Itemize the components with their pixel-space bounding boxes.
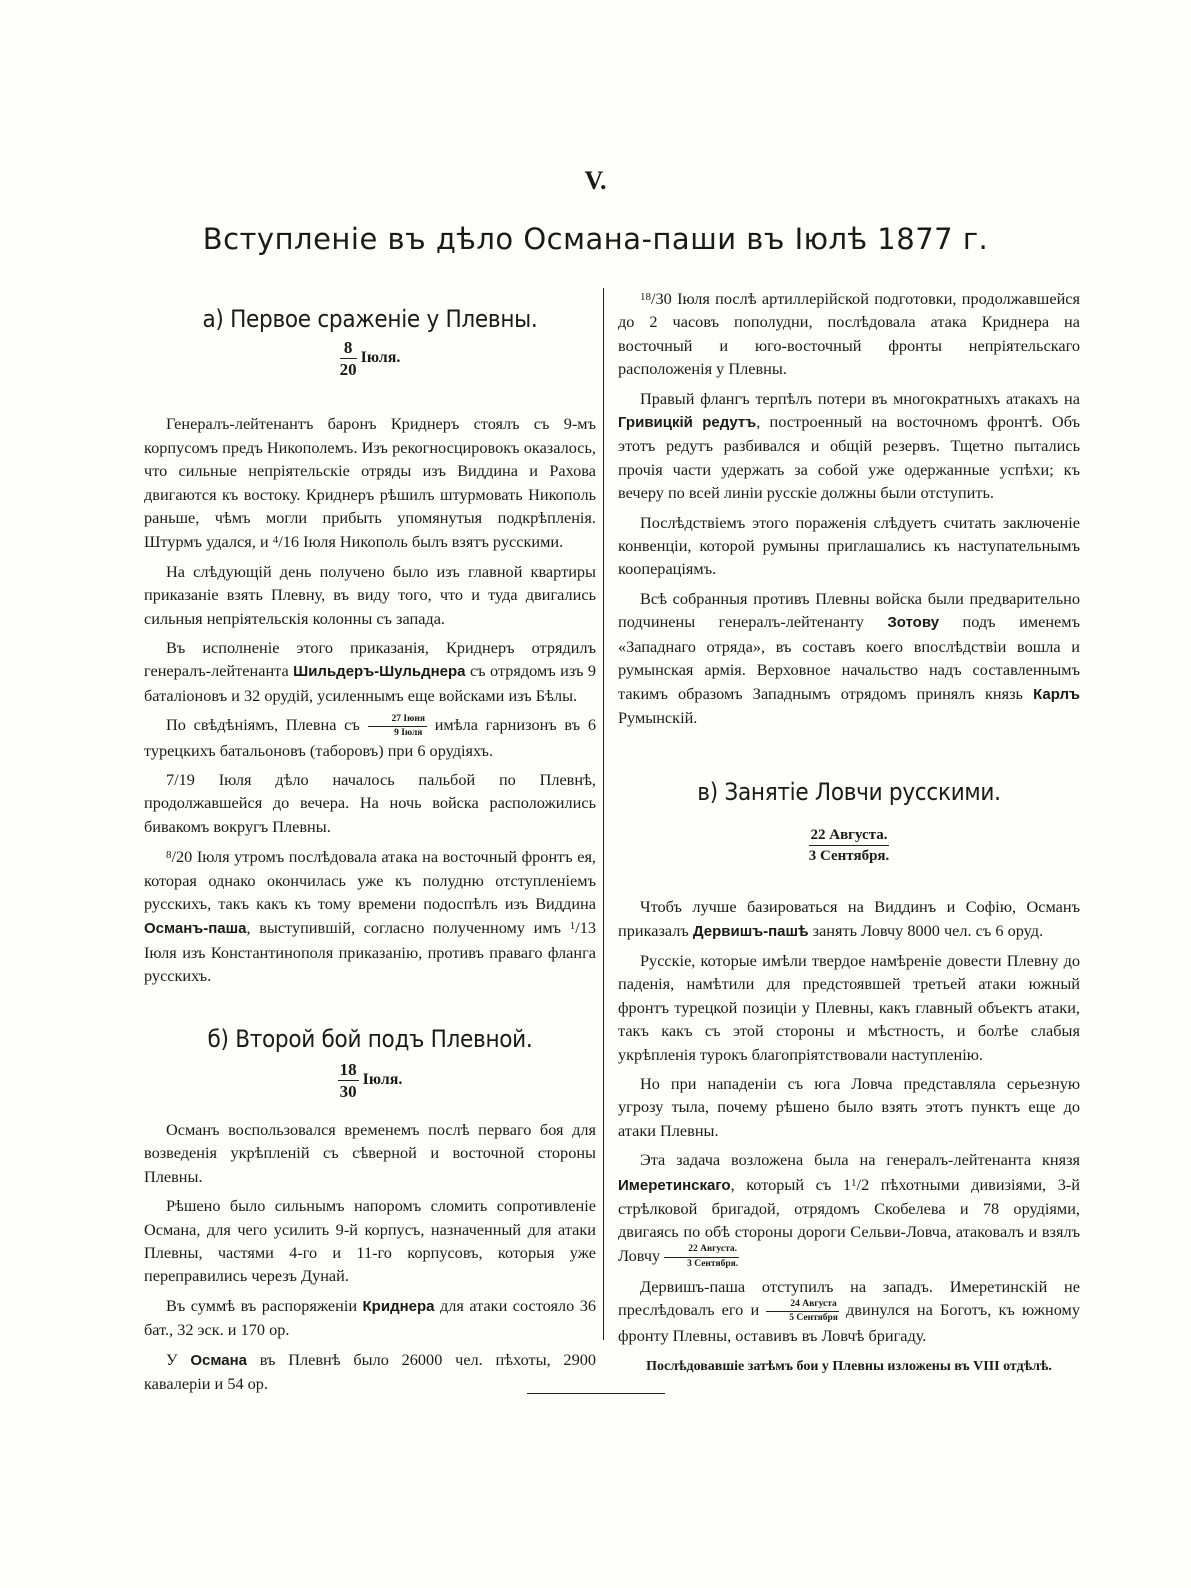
date-bottom: 3 Сентября. — [808, 847, 890, 864]
left-column — [144, 286, 596, 1395]
text: /30 Іюля послѣ артиллерійской подготовки, продолжавшейся до 2 часовъ пополудни, послѣдовала атака Криднера на восточный и юго-восточный фронты непріятельскаго расположенія у Плевны. — [618, 289, 1080, 379]
bold-name: Криднера — [362, 1297, 435, 1315]
date-month: Іюля. — [362, 1071, 403, 1089]
text: занять Ловчу 8000 чел. съ 6 оруд. — [808, 920, 1044, 940]
text: /20 Іюля утромъ послѣдовала атака на восточный фронтъ ея, которая однако окончилась уже къ полудню отступленіемъ русскихъ, такъ какъ къ тому времени подоспѣлъ изъ Виддина — [144, 847, 596, 913]
fraction-top: 22 Августа. — [664, 1245, 739, 1258]
text: съ отрядомъ изъ 9 баталіоновъ и 32 орудій, усиленнымъ еще войсками изъ Бѣлы. — [144, 661, 596, 705]
text: /16 Іюля Никополь былъ взятъ русскими. — [278, 532, 564, 552]
section-a-date — [144, 339, 596, 378]
text: /2 пѣхотными дивизіями, 3-й стрѣлковой бригадой, отрядомъ Скобелева и 78 орудіями, двигаясь по обѣ стороны дороги Сельви-Ловча, атаковалъ и взялъ Ловчу — [618, 1174, 1080, 1265]
inline-date-fraction — [368, 715, 427, 739]
text: /13 Іюля изъ Константинополя приказанію, противъ праваго фланга русскихъ. — [144, 918, 596, 986]
text: Эта задача возложена была на генералъ-лейтенанта князя — [640, 1150, 1080, 1170]
date-numerator: 18 — [339, 1060, 357, 1080]
superscript: 4 — [272, 534, 279, 547]
inline-date-fraction — [766, 1300, 838, 1324]
paragraph — [618, 1275, 1080, 1347]
paragraph: Рѣшено было сильнымъ напоромъ сломить сопротивленіе Османа, для чего усилить 9-й корпусъ, назначенный для атаки Плевны, частями 4-го и 11-го корпусовъ, которыя уже переправились черезъ Дунай. — [144, 1196, 596, 1286]
superscript: 1 — [851, 1176, 857, 1189]
section-a-heading: а) Первое сраженіе у Плевны. — [202, 305, 538, 333]
superscript: 18 — [640, 291, 651, 303]
text: двинулся на Боготъ, къ южному фронту Плевны, оставивъ въ Ловчѣ бригаду. — [618, 1300, 1080, 1345]
date-denominator: 30 — [339, 1082, 357, 1102]
paragraph — [144, 412, 596, 553]
text: , выступившій, согласно полученному имъ — [246, 918, 570, 938]
text: Румынскій. — [618, 707, 698, 727]
inline-date-fraction — [664, 1245, 739, 1269]
bold-name: Зотову — [887, 614, 940, 632]
paragraph — [144, 636, 596, 707]
paragraph — [144, 713, 596, 762]
paragraph: 7/19 Іюля дѣло началось пальбой по Плевнѣ, продолжавшейся до вечера. На ночь войска расположились бивакомъ вокругъ Плевны. — [144, 769, 596, 836]
paragraph: Русскіе, которые имѣли твердое намѣреніе довести Плевну до паденія, намѣтили для предстоявшей третьей атаки южный фронтъ турецкой позиціи у Плевны, какъ главный объектъ атаки, такъ какъ съ этой стороны и мѣстность, и болѣе слабыя укрѣпленія турокъ благопріятствовали наступленію. — [618, 950, 1080, 1064]
paragraph — [144, 1348, 596, 1396]
text: Правый флангъ терпѣлъ потери въ многократныхъ атакахъ на — [640, 388, 1080, 408]
text: Въ исполненіе этого приказанія, Криднеръ отрядилъ генералъ-лейтенанта — [144, 638, 596, 681]
fraction-top: 27 Іюня — [368, 715, 427, 728]
bold-name: Гривицкій редутъ — [618, 414, 757, 432]
superscript: 1 — [569, 920, 576, 933]
end-rule — [527, 1393, 665, 1394]
paragraph: Но при нападеніи съ юга Ловча представляла серьезную угрозу тыла, почему рѣшено было взять этотъ пунктъ еще до атаки Плевны. — [618, 1073, 1080, 1140]
bold-name: Шильдеръ-Шульднера — [293, 663, 466, 681]
section-c-date — [618, 825, 1080, 867]
text: По свѣдѣніямъ, Плевна съ — [166, 715, 368, 735]
bold-name: Карлъ — [1033, 685, 1080, 703]
superscript: 8 — [166, 849, 172, 862]
paragraph — [144, 844, 596, 987]
text: подъ именемъ «Западнаго отряда», въ составъ коего впослѣдствіи вошла и румынская армія. Верховное начальство надъ составленнымъ такимъ образомъ Западнымъ отрядомъ принялъ князь — [618, 612, 1080, 703]
paragraph — [618, 587, 1080, 729]
text: , построенный на восточномъ фронтѣ. Объ этотъ редутъ разбивался и общій резервъ. Тщетно пытались прочія части удержать за собой уже одержанные успѣхи; къ вечеру по всей линіи русскіе должны были отступить. — [618, 412, 1080, 503]
date-top: 22 Августа. — [809, 825, 890, 846]
chapter-number: V. — [584, 166, 607, 195]
text: Всѣ собранныя противъ Плевны войска были предварительно подчинены генералъ-лейтенанту — [618, 588, 1080, 632]
date-month: Іюля. — [360, 349, 401, 367]
section-a-date-fraction — [340, 339, 357, 378]
paragraph — [618, 286, 1080, 381]
date-numerator: 8 — [340, 339, 357, 359]
bold-name: Дервишъ-пашѣ — [692, 922, 809, 940]
bold-name: Имеретинскаго — [618, 1176, 731, 1194]
paragraph — [144, 1294, 596, 1342]
fraction-bottom: 9 Іюля — [394, 728, 423, 739]
text: въ Плевнѣ было 26000 чел. пѣхоты, 2900 кавалеріи и 54 ор. — [144, 1349, 596, 1394]
date-denominator: 20 — [339, 360, 357, 380]
bold-name: Османъ-паша — [144, 920, 247, 938]
fraction-bottom: 5 Сентября — [789, 1313, 838, 1324]
fraction-top: 24 Августа — [766, 1300, 838, 1313]
bold-name: Османа — [190, 1351, 247, 1369]
paragraph — [618, 387, 1080, 505]
text: Въ суммѣ въ распоряженіи — [166, 1295, 363, 1315]
section-b-date-fraction — [338, 1061, 359, 1100]
fraction-bottom: 3 Сентября. — [687, 1258, 739, 1269]
text: Генералъ-лейтенантъ баронъ Криднеръ стоялъ съ 9-мъ корпусомъ предъ Никополемъ. Изъ рекогносцировокъ оказалось, что сильные непріятельскіе отряды изъ Виддина и Рахова двигаются къ востоку. Криднеръ рѣшилъ штурмовать Никополь раньше, чѣмъ могли прибыть упомянутыя подкрѣпленія. Штурмъ удался, и — [144, 414, 596, 552]
column-divider — [603, 288, 604, 1340]
text: Дервишъ-паша отступилъ на западъ. Имеретинскій не преслѣдовалъ его и — [618, 1277, 1080, 1320]
section-b-date — [144, 1061, 596, 1100]
paragraph: Послѣдствіемъ этого пораженія слѣдуетъ считать заключеніе конвенціи, которой румыны приглашались къ наступательнымъ кооперацiямъ. — [618, 512, 1080, 579]
page-title: Вступленіе въ дѣло Османа-паши въ Іюлѣ 1877 г. — [202, 222, 989, 256]
text: У — [166, 1349, 191, 1369]
text: для атаки состояло 36 бат., 32 эск. и 170 ор. — [144, 1295, 596, 1340]
footnote: Послѣдовавшіе затѣмъ бои у Плевны изложены въ VIII отдѣлѣ. — [646, 1359, 1052, 1375]
section-b-heading: б) Второй бой подъ Плевной. — [207, 1024, 533, 1053]
paragraph — [618, 1148, 1080, 1269]
paragraph: На слѣдующій день получено было изъ главной квартиры приказаніе взять Плевну, въ виду того, что и туда двигались сильныя непріятельскія колонны съ запада. — [144, 561, 596, 628]
text: имѣла гарнизонъ въ 6 турецкихъ батальоновъ (таборовъ) при 6 орудіяхъ. — [144, 715, 596, 760]
section-c-heading: в) Занятіе Ловчи русскими. — [697, 778, 1001, 807]
section-c-date-stack — [809, 825, 890, 866]
paragraph: Османъ воспользовался временемъ послѣ перваго боя для возведенія укрѣпленій съ сѣверной и восточной стороны Плевны. — [144, 1120, 596, 1186]
right-column — [618, 286, 1080, 1379]
text: Чтобъ лучше базироваться на Виддинъ и Софію, Османъ приказалъ — [618, 897, 1080, 940]
paragraph — [618, 895, 1080, 943]
text: , который съ 1 — [730, 1174, 852, 1194]
